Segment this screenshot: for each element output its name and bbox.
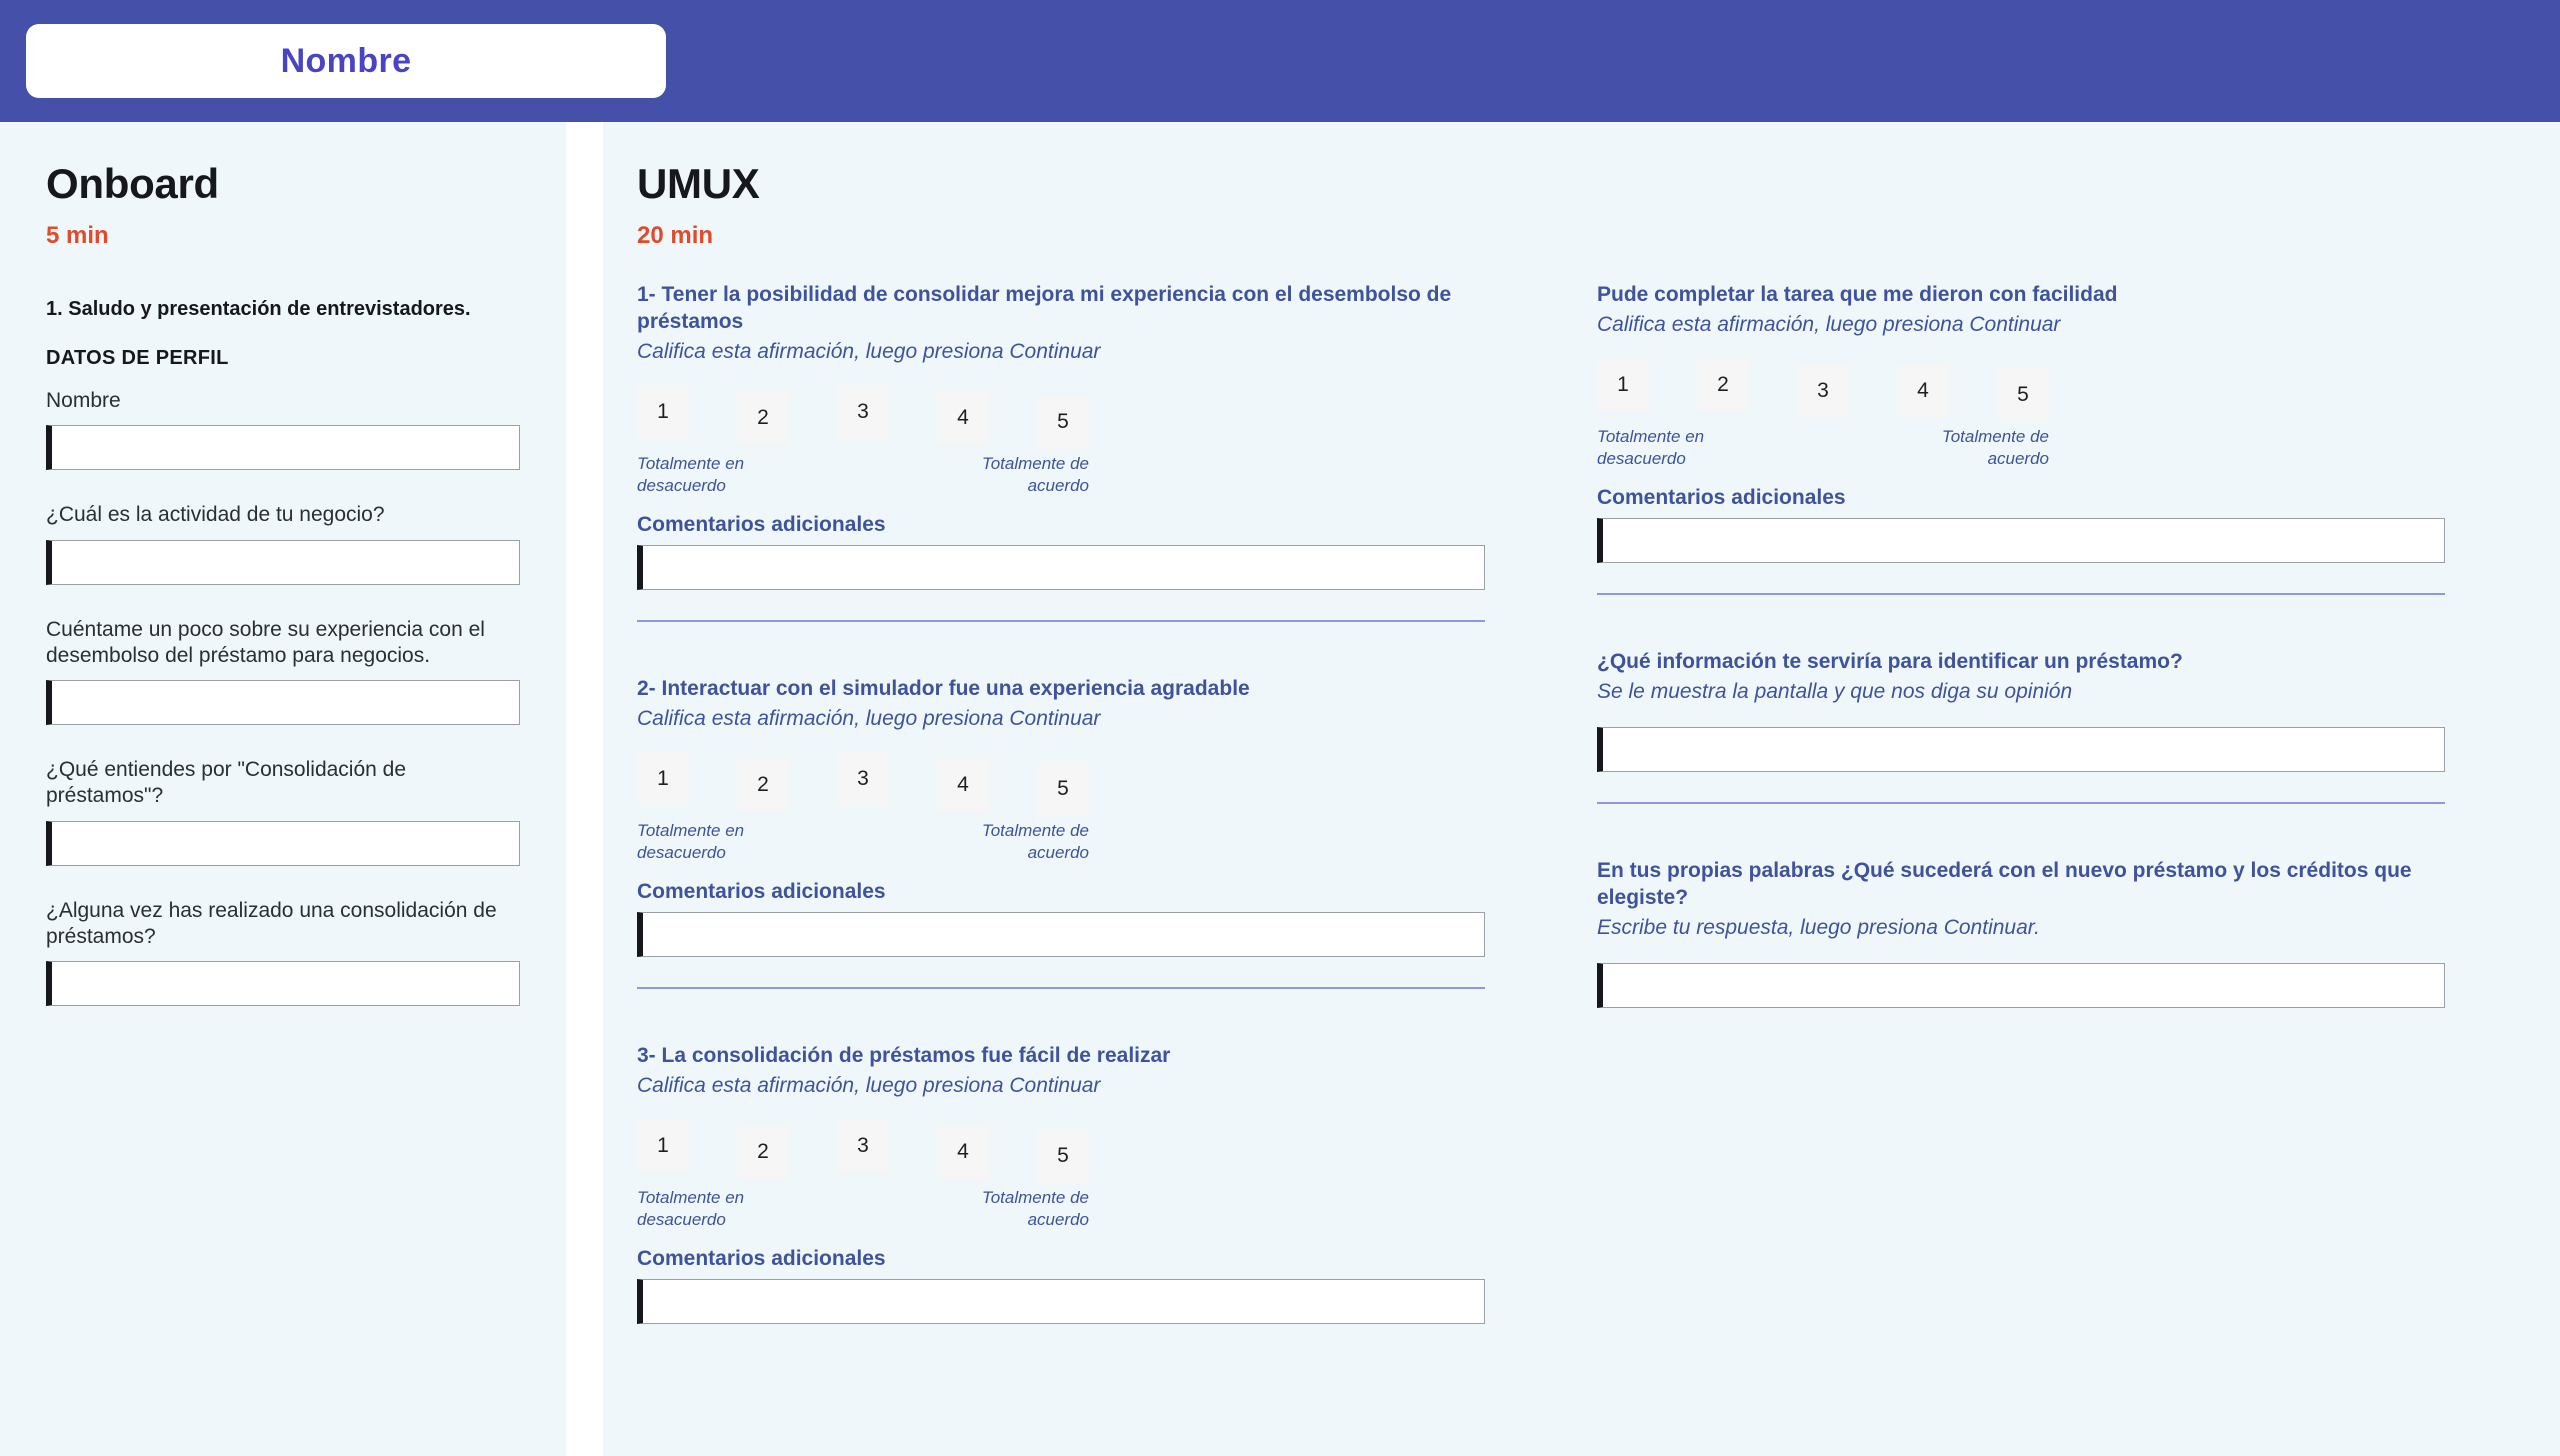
question-subtitle: Califica esta afirmación, luego presiona Continuar bbox=[637, 339, 1101, 363]
sidebar-field-label: Cuéntame un poco sobre su experiencia con el desembolso del préstamo para negocios. bbox=[46, 617, 485, 667]
question-answer-input[interactable] bbox=[637, 545, 1485, 590]
question-subtitle: Califica esta afirmación, luego presiona Continuar bbox=[1597, 312, 2061, 336]
top-bar bbox=[0, 0, 2560, 122]
rating-option-4[interactable]: 4 bbox=[937, 758, 989, 812]
sidebar-step-heading: 1. Saludo y presentación de entrevistadores. bbox=[46, 298, 471, 320]
rating-option-3[interactable]: 3 bbox=[837, 752, 889, 806]
question-title: 2- Interactuar con el simulador fue una experiencia agradable bbox=[637, 677, 1250, 701]
question-block bbox=[637, 1043, 1485, 1324]
rating-option-1[interactable]: 1 bbox=[637, 752, 689, 806]
question-title: En tus propias palabras ¿Qué sucederá con el nuevo préstamo y los créditos que elegiste? bbox=[1597, 859, 2412, 910]
sidebar-field-label: ¿Qué entiendes por "Consolidación de préstamos"? bbox=[46, 758, 407, 808]
rating-option-2[interactable]: 2 bbox=[737, 1125, 789, 1179]
comments-label: Comentarios adicionales bbox=[1597, 486, 1846, 510]
rating-scale bbox=[1597, 358, 2445, 424]
scale-high-label: Totalmente de acuerdo bbox=[981, 1188, 1089, 1230]
comments-label: Comentarios adicionales bbox=[637, 1247, 886, 1271]
rating-scale bbox=[637, 385, 1485, 451]
rating-option-2[interactable]: 2 bbox=[1697, 358, 1749, 412]
question-block bbox=[1597, 282, 2445, 563]
question-title: 3- La consolidación de préstamos fue fácil de realizar bbox=[637, 1044, 1171, 1068]
question-subtitle: Se le muestra la pantalla y que nos diga su opinión bbox=[1597, 680, 2073, 704]
name-pill-label: Nombre bbox=[280, 41, 412, 80]
column-gutter bbox=[566, 122, 603, 1456]
comments-label: Comentarios adicionales bbox=[637, 880, 886, 904]
scale-end-labels bbox=[637, 1187, 1485, 1231]
sidebar-field bbox=[46, 757, 520, 866]
rating-option-3[interactable]: 3 bbox=[1797, 364, 1849, 418]
scale-high-label: Totalmente de acuerdo bbox=[981, 454, 1089, 496]
question-answer-input[interactable] bbox=[637, 1279, 1485, 1324]
question-block bbox=[637, 282, 1485, 590]
sidebar-duration: 5 min bbox=[46, 222, 109, 249]
sidebar-field-label: Nombre bbox=[46, 389, 121, 412]
question-title: ¿Qué información te serviría para identificar un préstamo? bbox=[1597, 650, 2183, 674]
question-answer-input[interactable] bbox=[1597, 518, 2445, 563]
question-block bbox=[1597, 649, 2445, 772]
main-duration: 20 min bbox=[637, 222, 714, 249]
scale-high-label: Totalmente de acuerdo bbox=[1941, 427, 2049, 469]
rating-option-5[interactable]: 5 bbox=[1997, 368, 2049, 422]
sidebar-group-heading: DATOS DE PERFIL bbox=[46, 347, 229, 369]
umux-main bbox=[603, 122, 2560, 1456]
sidebar-field bbox=[46, 898, 520, 1007]
rating-scale bbox=[637, 1119, 1485, 1185]
rating-option-2[interactable]: 2 bbox=[737, 758, 789, 812]
question-subtitle: Califica esta afirmación, luego presiona Continuar bbox=[637, 706, 1101, 730]
comments-label: Comentarios adicionales bbox=[637, 513, 886, 537]
spacer bbox=[1597, 595, 2445, 649]
question-title: 1- Tener la posibilidad de consolidar mejora mi experiencia con el desembolso de préstamos bbox=[637, 283, 1452, 333]
question-title: Pude completar la tarea que me dieron con facilidad bbox=[1597, 283, 2118, 306]
sidebar-fields bbox=[46, 388, 520, 1006]
sidebar-field bbox=[46, 502, 520, 584]
spacer bbox=[1597, 941, 2445, 963]
middle-question-column bbox=[637, 282, 1485, 1324]
rating-option-2[interactable]: 2 bbox=[737, 391, 789, 445]
scale-end-labels bbox=[1597, 426, 2445, 470]
sidebar-field-label: ¿Alguna vez has realizado una consolidación de préstamos? bbox=[46, 898, 497, 948]
sidebar-field bbox=[46, 388, 520, 470]
sidebar-field bbox=[46, 617, 520, 726]
rating-option-5[interactable]: 5 bbox=[1037, 762, 1089, 816]
scale-low-label: Totalmente en desacuerdo bbox=[637, 1188, 745, 1230]
sidebar-field-input[interactable] bbox=[46, 821, 520, 866]
rating-option-1[interactable]: 1 bbox=[637, 1119, 689, 1173]
sidebar-field-input[interactable] bbox=[46, 425, 520, 470]
rating-option-3[interactable]: 3 bbox=[837, 385, 889, 439]
spacer bbox=[1597, 804, 2445, 858]
rating-option-1[interactable]: 1 bbox=[1597, 358, 1649, 412]
scale-low-label: Totalmente en desacuerdo bbox=[1597, 427, 1705, 469]
sidebar-field-input[interactable] bbox=[46, 680, 520, 725]
sidebar-field-input[interactable] bbox=[46, 540, 520, 585]
rating-option-5[interactable]: 5 bbox=[1037, 1129, 1089, 1183]
scale-low-label: Totalmente en desacuerdo bbox=[637, 821, 745, 863]
question-subtitle: Califica esta afirmación, luego presiona Continuar bbox=[637, 1074, 1101, 1098]
scale-high-label: Totalmente de acuerdo bbox=[981, 821, 1089, 863]
spacer bbox=[1597, 705, 2445, 727]
question-answer-input[interactable] bbox=[1597, 963, 2445, 1008]
question-block bbox=[637, 676, 1485, 957]
question-block bbox=[1597, 858, 2445, 1008]
sidebar-field-input[interactable] bbox=[46, 961, 520, 1006]
scale-end-labels bbox=[637, 820, 1485, 864]
name-pill-button[interactable] bbox=[26, 24, 666, 98]
question-subtitle: Escribe tu respuesta, luego presiona Continuar. bbox=[1597, 916, 2040, 940]
scale-low-label: Totalmente en desacuerdo bbox=[637, 454, 745, 496]
rating-scale bbox=[637, 752, 1485, 818]
rating-option-1[interactable]: 1 bbox=[637, 385, 689, 439]
question-answer-input[interactable] bbox=[1597, 727, 2445, 772]
spacer bbox=[637, 622, 1485, 676]
rating-option-4[interactable]: 4 bbox=[1897, 364, 1949, 418]
rating-option-4[interactable]: 4 bbox=[937, 1125, 989, 1179]
right-question-column bbox=[1597, 282, 2445, 1008]
onboard-sidebar bbox=[0, 122, 566, 1456]
main-head bbox=[603, 160, 2560, 250]
spacer bbox=[637, 989, 1485, 1043]
sidebar-field-label: ¿Cuál es la actividad de tu negocio? bbox=[46, 503, 385, 527]
question-answer-input[interactable] bbox=[637, 912, 1485, 957]
rating-option-4[interactable]: 4 bbox=[937, 391, 989, 445]
rating-option-3[interactable]: 3 bbox=[837, 1119, 889, 1173]
sidebar-title: Onboard bbox=[46, 160, 219, 207]
scale-end-labels bbox=[637, 453, 1485, 497]
rating-option-5[interactable]: 5 bbox=[1037, 395, 1089, 449]
main-title: UMUX bbox=[637, 160, 760, 207]
